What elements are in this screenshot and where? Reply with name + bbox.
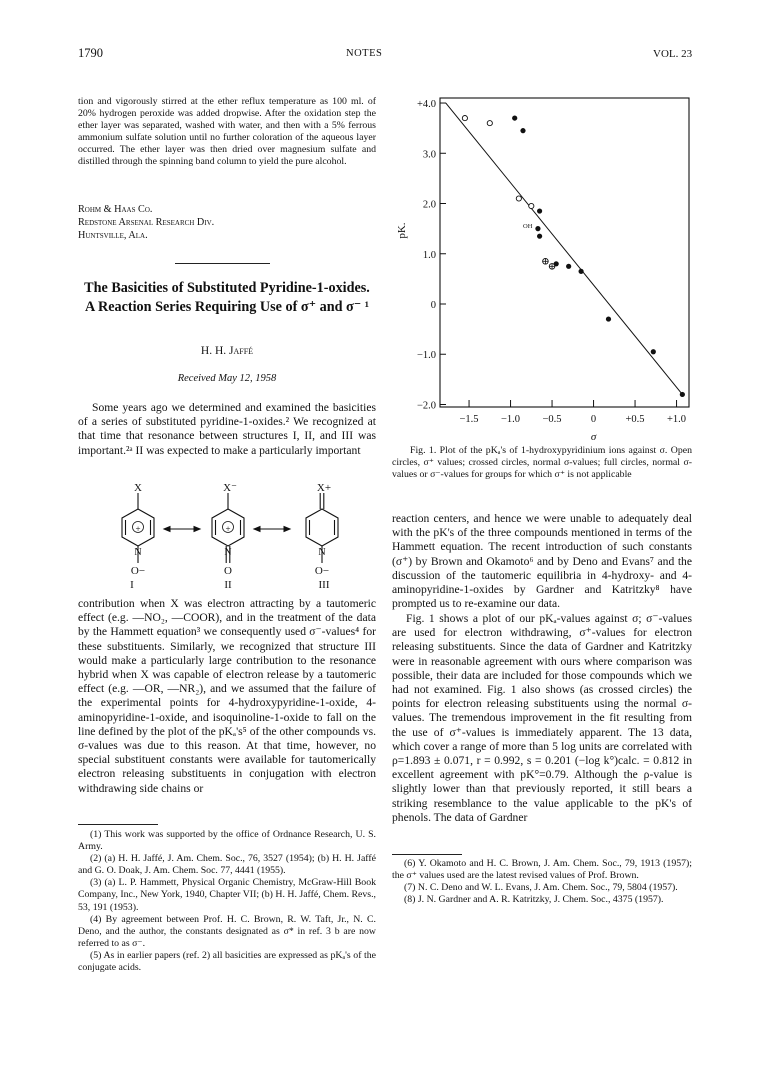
received-date: Received May 12, 1958	[177, 373, 277, 384]
x-axis-label: σ	[590, 431, 597, 443]
y-tick-label: 0	[430, 300, 436, 311]
struct-x-label-3: X+	[316, 483, 332, 494]
data-point-full	[606, 316, 611, 321]
data-point-open	[529, 203, 534, 208]
struct-plus-1: +	[135, 524, 141, 534]
struct-x-label-1: X	[134, 483, 142, 494]
data-point-full	[520, 128, 525, 133]
body-paragraph-1: Some years ago we determined and examined the basicities of a series of substituted pyridine-1-oxides.² We recognized at that time that resonance between structures I, II, and III was important.²ᵃ II was expected to make a particularly important	[78, 401, 376, 457]
footnote-6: (6) Y. Okamoto and H. C. Brown, J. Am. Chem. Soc., 79, 1913 (1957); the σ⁺ values used are the latest revised values of Prof. Brown.	[392, 858, 692, 882]
data-point-full	[512, 115, 517, 120]
volume-label: VOL. 23	[653, 48, 693, 60]
footnote-5: (5) As in earlier papers (ref. 2) all basicities are expressed as pKₐ's of the conjugate acids.	[78, 949, 376, 974]
data-point-full	[651, 349, 656, 354]
data-point-full	[537, 208, 542, 213]
x-tick-label: +0.5	[625, 414, 645, 425]
y-axis-label: pK.	[396, 222, 408, 239]
footnote-1: (1) This work was supported by the office of Ordnance Research, U. S. Army.	[78, 829, 376, 853]
affiliation-line-3: Huntsville, Ala.	[78, 230, 148, 241]
figure-1-plot	[385, 90, 695, 445]
plot-frame	[440, 98, 689, 407]
section-rule	[175, 263, 270, 264]
x-tick-label: +1.0	[667, 414, 687, 425]
intro-paragraph: tion and vigorously stirred at the ether reflux temperature as 100 ml. of 20% hydrogen peroxide was added dropwise. After the oxidation step the ether layer was separated, washed with water, and then with a 5% ferrous ammonium sulfate solution until no further coloration of the aqueous layer occurred. The ether layer was then dried over magnesium sulfate and distilled through the spinning band column to yield the pure alcohol.	[78, 96, 376, 168]
right-paragraph-2: Fig. 1 shows a plot of our pKₐ-values against σ; σ⁻-values are used for electron withdrawing, σ⁺-values for electron releasing substituents. Since the data of Gardner and Katritzky were in reasonable agreement with ours where comparison was possible, their data are included for those compounds which we had not examined. Fig. 1 also shows (as crossed circles) the points for electron releasing substituents using the normal σ-values. The tremendous improvement in the fit resulting from the use of σ⁺-values is immediately apparent. The 13 data, which cover a range of more than 5 log units are correlated with ρ=1.893 ± 0.071, r = 0.992, s = 0.201 (−log k°)calc. = 0.812 in excellent agreement with pK°=0.79. Although the ρ-value is slightly lower than that previously reported, it still bears a striking resemblance to the value applicable to the pK's of phenols. The data of Gardner	[392, 612, 692, 824]
footnote-3: (3) (a) L. P. Hammett, Physical Organic Chemistry, McGraw-Hill Book Company, Inc., New York, 1940, Chapter VII; (b) H. H. Jaffé, Chem. Revs., 53, 191 (1953).	[78, 877, 376, 913]
resonance-structures	[90, 483, 370, 591]
y-tick-label: 3.0	[422, 149, 436, 161]
footnote-7: (7) N. C. Deno and W. L. Evans, J. Am. Chem. Soc., 79, 5804 (1957).	[404, 882, 678, 894]
affiliation-line-1: Rohm & Haas Co.	[78, 204, 153, 215]
footnote-8: (8) J. N. Gardner and A. R. Katritzky, J. Chem. Soc., 4375 (1957).	[404, 894, 664, 906]
data-point-open	[462, 115, 467, 120]
footnotes-left	[78, 829, 376, 974]
data-point-full	[554, 261, 559, 266]
struct-n-3: N	[318, 547, 326, 558]
data-point-full	[680, 392, 685, 397]
y-tick-label: 1.0	[422, 249, 436, 261]
x-tick-label: −1.0	[501, 414, 521, 425]
y-tick-label: 2.0	[422, 199, 436, 211]
struct-roman-3: III	[318, 579, 330, 591]
affiliation-line-2: Redstone Arsenal Research Div.	[78, 217, 215, 228]
struct-plus-2: +	[225, 524, 231, 534]
struct-o-3: O−	[314, 565, 330, 577]
struct-roman-2: II	[224, 579, 232, 591]
x-tick-label: −1.5	[459, 414, 479, 425]
footnotes-right	[392, 858, 692, 906]
struct-n-1: N	[134, 547, 142, 558]
oh-annotation: OH	[523, 223, 533, 231]
y-tick-label: −1.0	[416, 350, 436, 362]
author: H. H. Jaffé	[200, 345, 254, 357]
data-point-open	[516, 196, 521, 201]
y-tick-label: +4.0	[416, 99, 436, 111]
y-tick-label: −2.0	[416, 400, 436, 412]
regression-line	[446, 103, 683, 394]
data-point-full	[566, 264, 571, 269]
data-point-full	[535, 226, 540, 231]
figure-caption: Fig. 1. Plot of the pKₐ's of 1-hydroxypyridinium ions against σ. Open circles, σ⁺ values; crossed circles, normal σ-values; full circles, normal σ-values or σ⁻-values for groups for which σ⁺ is not applicable	[392, 445, 692, 480]
x-tick-label: 0	[590, 414, 597, 425]
struct-roman-1: I	[130, 579, 134, 591]
struct-o-1: O−	[130, 565, 146, 577]
footnote-4: (4) By agreement between Prof. H. C. Brown, R. W. Taft, Jr., N. C. Deno, and the author, the constants designated as σ* in ref. 3 b are now referred to as σ⁻.	[78, 913, 376, 949]
footnote-2: (2) (a) H. H. Jaffé, J. Am. Chem. Soc., 76, 3527 (1954); (b) H. H. Jaffé and G. O. Doak, J. Am. Chem. Soc. 77, 4441 (1955).	[78, 853, 376, 877]
right-paragraph-1: reaction centers, and hence we were unable to adequately deal with the pK's of the three compounds mentioned in terms of the Hammett equation. The recent introduction of such constants (σ⁺) by Brown and Okamoto⁶ and by Deno and Evans⁷ and the discussion of the tautomeric equilibria in 4-hydroxy- and 4-aminopyridine-1-oxides by Gardner and Katritzky⁸ have prompted us to re-examine our data.	[392, 512, 692, 611]
running-head: NOTES	[346, 48, 383, 59]
data-point-open	[487, 121, 492, 126]
body-paragraph-2: contribution when X was electron attracting by a tautomeric effect (e.g. —NO₂, —COOR), and in the treatment of the data by the Hammett equation³ we consequently used σ⁻-values⁴ for these substituents. Similarly, we recognized that structure III would make a particularly large contribution to the resonance hybrid when X was capable of electron release by a tautomeric effect (e.g. —OR, —NR₂), and we assumed that the failure of the experimental points for 4-hydroxypyridine-1-oxide, 4-aminopyridine-1-oxide, and isoquinoline-1-oxide to fall on the line defined by the plot of the pKₐ's⁵ of the other compounds vs. σ-values was due to this reason. At that time, however, no special substituent constants were available for tautomerically electron releasing substituents in conjugation with electron withdrawing side chains or	[78, 597, 376, 795]
struct-x-label-2: X⁻	[223, 483, 237, 494]
article-title: The Basicities of Substituted Pyridine-1-oxides. A Reaction Series Requiring Use of σ⁺ and σ⁻ ¹	[84, 280, 370, 315]
data-point-full	[579, 269, 584, 274]
struct-o-2: O	[224, 565, 232, 577]
footnote-rule-right	[392, 854, 462, 855]
struct-n-2: N	[224, 547, 232, 558]
page-number: 1790	[78, 46, 103, 60]
x-tick-label: −0.5	[542, 414, 562, 425]
data-point-crossed	[543, 258, 549, 264]
footnote-rule	[78, 824, 158, 825]
data-point-full	[537, 234, 542, 239]
